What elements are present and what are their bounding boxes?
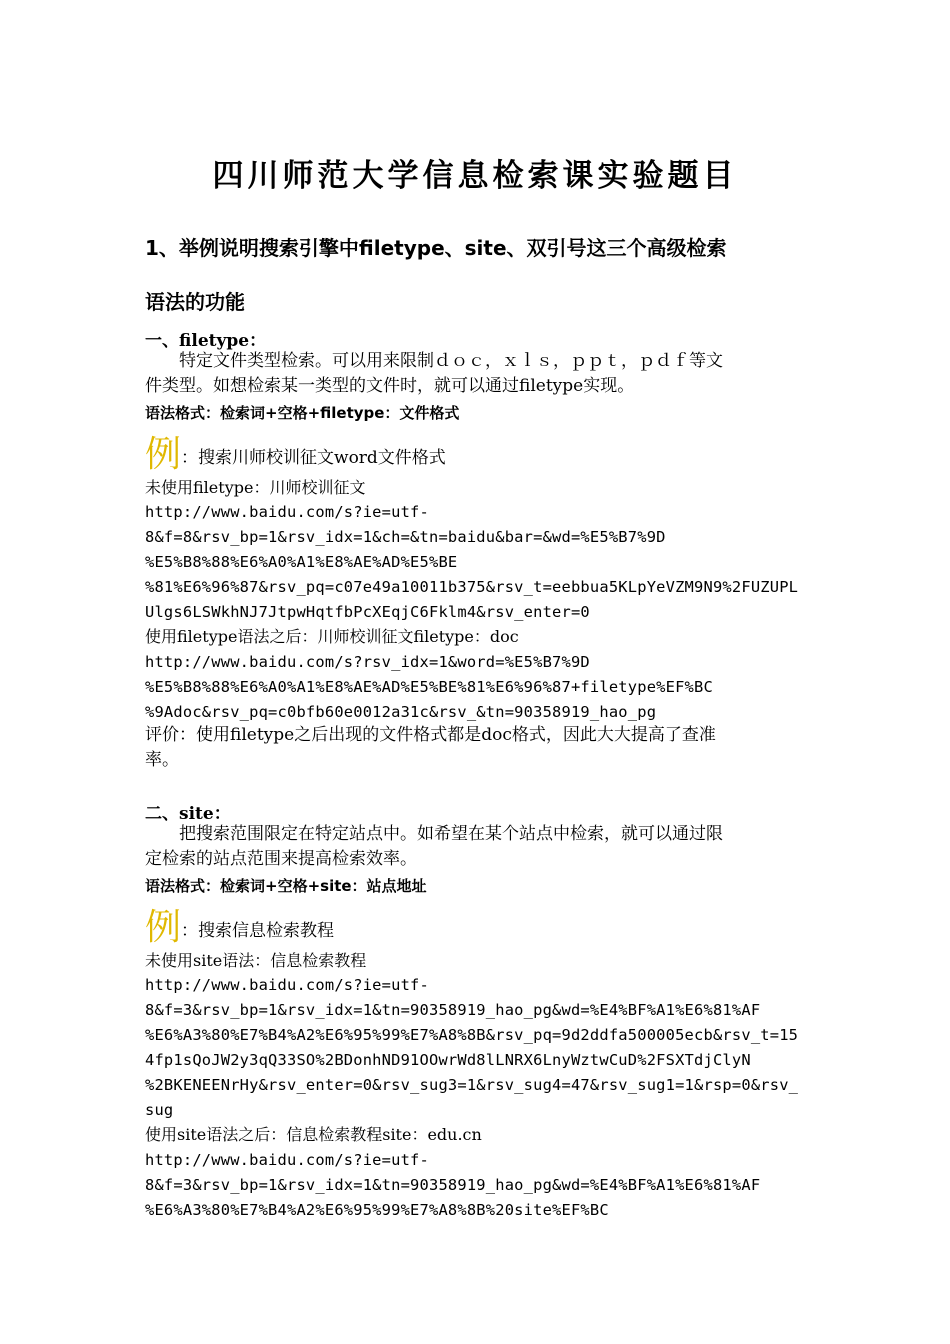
url-line: Ulgs6LSWkhNJ7JtpwHqtfbPcXEqjC6Fklm4&rsv_enter=0	[145, 603, 590, 621]
section-2-before-label: 未使用site语法：信息检索教程	[145, 951, 367, 970]
url-line: %2BKENEENrHy&rsv_enter=0&rsv_sug3=1&rsv_sug4=47&rsv_sug1=1&rsp=0&rsv_	[145, 1076, 799, 1094]
url-line: 8&f=8&rsv_bp=1&rsv_idx=1&ch=&tn=baidu&bar=&wd=%E5%B7%9D	[145, 528, 666, 546]
question-1-line-2: 语法的功能	[145, 290, 245, 314]
url-line: %9Adoc&rsv_pq=c0bfb60e0012a31c&rsv_&tn=90358919_hao_pg	[145, 703, 657, 721]
section-1-before-label: 未使用filetype：川师校训征文	[145, 478, 366, 497]
question-1-line-1: 1、举例说明搜索引擎中filetype、site、双引号这三个高级检索	[145, 236, 727, 260]
url-line: http://www.baidu.com/s?ie=utf-	[145, 976, 429, 994]
section-1-eval-line-1: 评价：使用filetype之后出现的文件格式都是doc格式，因此大大提高了查准	[145, 725, 716, 745]
page-title: 四川师范大学信息检索课实验题目	[212, 158, 738, 194]
section-1-heading: 一、filetype：	[145, 331, 267, 351]
section-2-after-label: 使用site语法之后：信息检索教程site：edu.cn	[145, 1125, 482, 1144]
section-1-desc-line-2: 件类型。如想检索某一类型的文件时，就可以通过filetype实现。	[145, 376, 635, 396]
url-line: 4fp1sQoJW2y3qQ33SO%2BDonhND91OOwrWd8lLNRX6LnyWztwCuD%2FSXTdjClyN	[145, 1051, 751, 1069]
section-2-heading: 二、site：	[145, 804, 231, 824]
section-1-syntax: 语法格式：检索词+空格+filetype：文件格式	[145, 404, 460, 422]
example-text: ：搜索信息检索教程	[181, 921, 335, 941]
example-marker: 例	[145, 434, 182, 474]
url-line: %E6%A3%80%E7%B4%A2%E6%95%99%E7%A8%8B&rsv_pq=9d2ddfa500005ecb&rsv_t=15	[145, 1026, 799, 1044]
section-2-desc-line-2: 定检索的站点范围来提高检索效率。	[145, 849, 417, 869]
section-1-after-label: 使用filetype语法之后：川师校训征文filetype：doc	[145, 627, 519, 646]
url-line: http://www.baidu.com/s?rsv_idx=1&word=%E5%B7%9D	[145, 653, 590, 671]
section-2-example	[145, 899, 810, 950]
url-line: %E5%B8%88%E6%A0%A1%E8%AE%AD%E5%BE%81%E6%96%87+filetype%EF%BC	[145, 678, 713, 696]
section-1-eval-line-2: 率。	[145, 750, 179, 770]
section-1-example	[145, 426, 810, 477]
section-2-desc-line-1: 把搜索范围限定在特定站点中。如希望在某个站点中检索，就可以通过限	[145, 824, 723, 844]
url-line: http://www.baidu.com/s?ie=utf-	[145, 1151, 429, 1169]
section-2-syntax: 语法格式：检索词+空格+site：站点地址	[145, 877, 427, 895]
url-line: 8&f=3&rsv_bp=1&rsv_idx=1&tn=90358919_hao_pg&wd=%E4%BF%A1%E6%81%AF	[145, 1176, 761, 1194]
url-line: sug	[145, 1101, 174, 1119]
example-text: ：搜索川师校训征文word文件格式	[181, 448, 446, 468]
section-1-desc-line-1: 特定文件类型检索。可以用来限制ｄｏｃ，ｘｌｓ，ｐｐｔ，ｐｄｆ等文	[145, 351, 723, 371]
url-line: %81%E6%96%87&rsv_pq=c07e49a10011b375&rsv_t=eebbua5KLpYeVZM9N9%2FUZUPL	[145, 578, 799, 596]
url-line: 8&f=3&rsv_bp=1&rsv_idx=1&tn=90358919_hao_pg&wd=%E4%BF%A1%E6%81%AF	[145, 1001, 761, 1019]
example-marker: 例	[145, 907, 182, 947]
url-line: http://www.baidu.com/s?ie=utf-	[145, 503, 429, 521]
url-line: %E6%A3%80%E7%B4%A2%E6%95%99%E7%A8%8B%20site%EF%BC	[145, 1201, 609, 1219]
url-line: %E5%B8%88%E6%A0%A1%E8%AE%AD%E5%BE	[145, 553, 458, 571]
